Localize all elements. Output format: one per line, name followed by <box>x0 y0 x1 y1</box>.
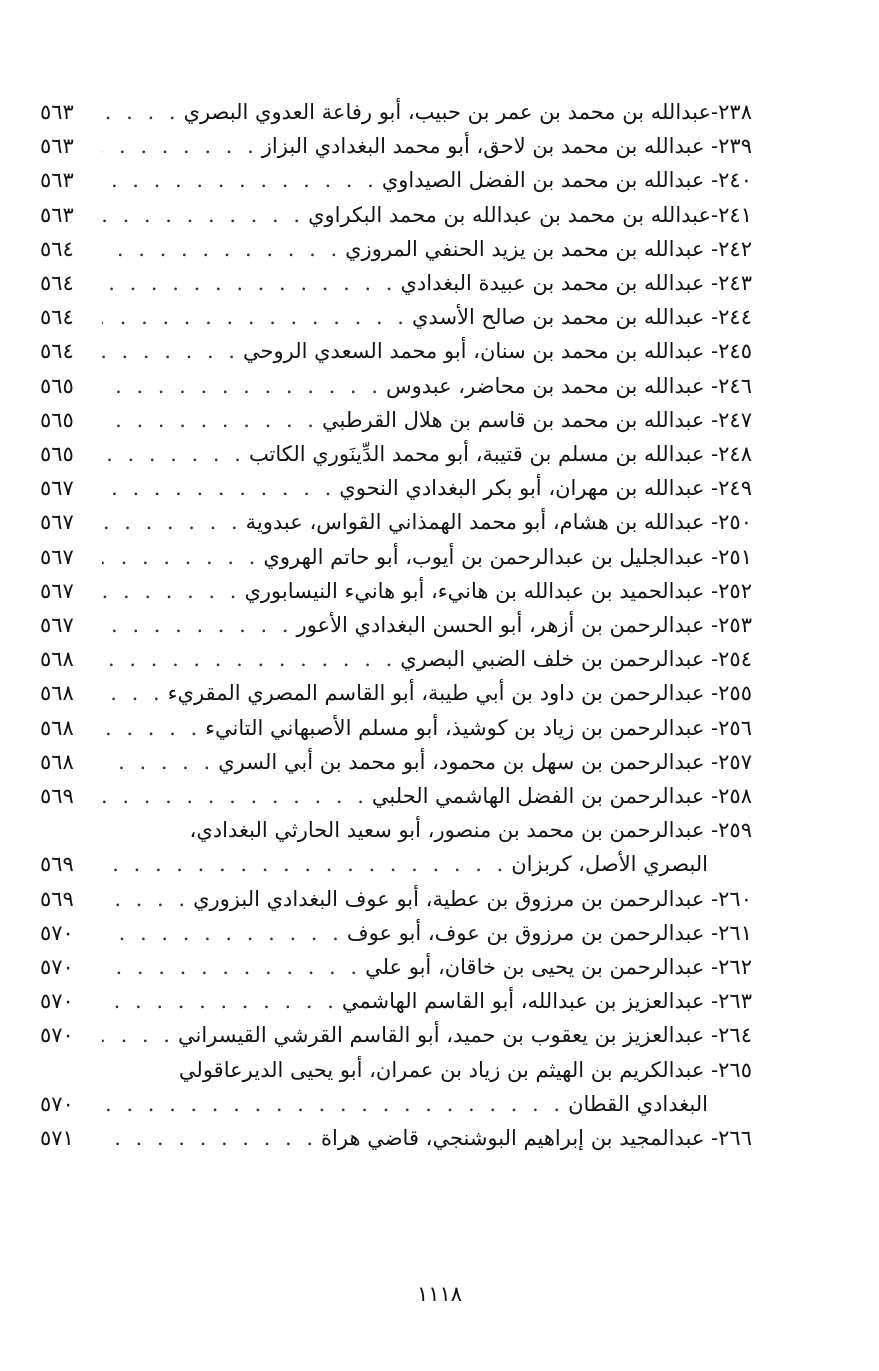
entry-title: ٢٣٨-عبدالله بن محمد بن عمر بن حبيب، أبو رفاعة العدوي البصري <box>183 100 752 124</box>
toc-entry <box>40 745 752 779</box>
toc-entry-line <box>40 711 752 745</box>
dot-leader <box>102 129 262 163</box>
dot-leader <box>102 163 382 197</box>
dot-leader <box>102 300 412 334</box>
toc-entry-line <box>40 984 752 1018</box>
entry-title: ٢٦٣- عبدالعزيز بن عبدالله، أبو القاسم الهاشمي <box>341 989 752 1014</box>
toc-entry-line <box>40 300 752 334</box>
toc-entry-line <box>40 745 752 779</box>
entry-page-number: ٥٦٨ <box>40 647 74 672</box>
entry-page-number: ٥٦٣ <box>40 202 74 227</box>
dot-leader <box>102 95 184 129</box>
entry-title: ٢٥٧- عبدالرحمن بن سهل بن محمود، أبو محمد بن أبي السري <box>218 749 752 774</box>
toc-entry <box>40 711 752 745</box>
entry-title: ٢٤٨- عبدالله بن مسلم بن قتيبة، أبو محمد الدِّينَوري الكاتب <box>248 442 752 467</box>
toc-entry <box>40 950 752 984</box>
entry-title: ٢٤٣- عبدالله بن محمد بن عبيدة البغدادي <box>400 271 752 296</box>
entry-page-number: ٥٧٠ <box>40 955 74 980</box>
dot-leader <box>102 266 400 300</box>
toc-entry-line <box>40 334 752 368</box>
toc-entry <box>40 403 752 437</box>
toc-entry <box>40 1018 752 1052</box>
entry-page-number: ٥٦٥ <box>40 373 74 398</box>
entry-title: ٢٤٩- عبدالله بن مهران، أبو بكر البغدادي النحوي <box>339 476 752 501</box>
entry-title: ٢٥٥- عبدالرحمن بن داود بن أبي طيبة، أبو القاسم المصري المقريء <box>167 681 752 706</box>
entry-title: البغدادي القطان <box>568 1091 708 1116</box>
toc-entry <box>40 882 752 916</box>
entry-page-number: ٥٦٣ <box>40 168 74 193</box>
entry-page-number: ٥٦٤ <box>40 339 74 364</box>
toc-entry <box>40 813 752 881</box>
toc-entry <box>40 916 752 950</box>
entry-title: ٢٦٥- عبدالكريم بن الهيثم بن زياد بن عمران، أبو يحيى الديرعاقولي <box>178 1057 752 1082</box>
toc-entry <box>40 676 752 710</box>
toc-entry <box>40 163 752 197</box>
entry-title: ٢٥٩- عبدالرحمن بن محمد بن منصور، أبو سعيد الحارثي البغدادي، <box>189 818 752 843</box>
entry-title: ٢٤٦- عبدالله بن محمد بن محاضر، عبدوس <box>385 373 752 398</box>
dot-leader <box>102 676 168 710</box>
toc-entry <box>40 984 752 1018</box>
toc-entry-line <box>40 540 752 574</box>
toc-entry <box>40 540 752 574</box>
toc-entry <box>40 471 752 505</box>
entry-title: ٢٥١- عبدالجليل بن عبدالرحمن بن أيوب، أبو حاتم الهروي <box>263 544 752 569</box>
entry-title: ٢٤٥- عبدالله بن محمد بن سنان، أبو محمد السعدي الروحي <box>242 339 752 364</box>
entry-page-number: ٥٦٣ <box>40 134 74 159</box>
toc-entry-line <box>40 471 752 505</box>
entry-title: ٢٦٢- عبدالرحمن بن يحيى بن خاقان، أبو علي <box>365 955 752 980</box>
toc-entry-line <box>40 574 752 608</box>
toc-entry <box>40 266 752 300</box>
toc-entry-line <box>40 950 752 984</box>
toc-entry <box>40 1121 752 1155</box>
entry-page-number: ٥٦٩ <box>40 784 74 809</box>
entry-page-number: ٥٦٧ <box>40 578 74 603</box>
toc-entry <box>40 369 752 403</box>
dot-leader <box>102 574 244 608</box>
entry-page-number: ٥٦٤ <box>40 236 74 261</box>
entry-page-number: ٥٧٠ <box>40 989 74 1014</box>
dot-leader <box>102 540 263 574</box>
toc-entry <box>40 505 752 539</box>
entry-title: ٢٥٠- عبدالله بن هشام، أبو محمد الهمذاني القواس، عبدوية <box>245 510 752 535</box>
entry-page-number: ٥٦٥ <box>40 442 74 467</box>
entry-title: ٢٤٠- عبدالله بن محمد بن الفضل الصيداوي <box>381 168 752 193</box>
table-of-contents <box>40 95 752 1155</box>
toc-entry-line <box>40 437 752 471</box>
toc-entry <box>40 608 752 642</box>
entry-page-number: ٥٦٨ <box>40 715 74 740</box>
page-number: ١١١٨ <box>416 1282 463 1306</box>
dot-leader <box>102 711 205 745</box>
entry-page-number: ٥٦٩ <box>40 852 74 877</box>
dot-leader <box>102 642 400 676</box>
toc-entry <box>40 198 752 232</box>
entry-title: ٢٦٦- عبدالمجيد بن إبراهيم البوشنجي، قاضي هراة <box>321 1126 752 1151</box>
dot-leader <box>102 505 246 539</box>
entry-title: ٢٥٤- عبدالرحمن بن خلف الضبي البصري <box>400 647 752 672</box>
entry-title: ٢٦٠- عبدالرحمن بن مرزوق بن عطية، أبو عوف البغدادي البزوري <box>193 886 752 911</box>
dot-leader <box>102 437 249 471</box>
toc-entry-line <box>40 232 752 266</box>
entry-page-number: ٥٦٣ <box>40 100 74 124</box>
dot-leader <box>102 882 193 916</box>
toc-entry <box>40 779 752 813</box>
dot-leader <box>102 916 347 950</box>
dot-leader <box>102 198 308 232</box>
dot-leader <box>102 1087 568 1121</box>
toc-entry-line <box>40 676 752 710</box>
entry-title: ٢٤١-عبدالله بن محمد بن عبدالله بن محمد البكراوي <box>308 202 752 227</box>
toc-entry-line <box>40 608 752 642</box>
entry-title: ٢٥٨- عبدالرحمن بن الفضل الهاشمي الحلبي <box>371 784 752 809</box>
toc-entry-line <box>40 163 752 197</box>
entry-title: ٢٣٩- عبدالله بن محمد بن لاحق، أبو محمد البغدادي البزاز <box>261 134 752 159</box>
toc-entry <box>40 437 752 471</box>
toc-entry <box>40 642 752 676</box>
entry-page-number: ٥٧٠ <box>40 920 74 945</box>
toc-entry-line <box>40 642 752 676</box>
dot-leader <box>102 1018 178 1052</box>
toc-entry-line <box>40 403 752 437</box>
entry-page-number: ٥٦٩ <box>40 886 74 911</box>
toc-entry-line <box>40 813 752 847</box>
toc-entry <box>40 95 752 129</box>
entry-page-number: ٥٦٤ <box>40 305 74 330</box>
toc-entry-line <box>40 916 752 950</box>
dot-leader <box>102 471 339 505</box>
dot-leader <box>102 403 322 437</box>
dot-leader <box>102 232 345 266</box>
entry-page-number: ٥٦٨ <box>40 749 74 774</box>
dot-leader <box>102 1121 321 1155</box>
entry-title: البصري الأصل، كربزان <box>511 852 708 877</box>
entry-page-number: ٥٧٠ <box>40 1023 74 1048</box>
entry-title: ٢٤٤- عبدالله بن محمد بن صالح الأسدي <box>411 305 752 330</box>
entry-page-number: ٥٧١ <box>40 1126 74 1151</box>
dot-leader <box>102 745 218 779</box>
toc-entry-line <box>40 1053 752 1087</box>
dot-leader <box>102 950 365 984</box>
entry-title: ٢٤٢- عبدالله بن محمد بن يزيد الحنفي المروزي <box>345 236 752 261</box>
entry-page-number: ٥٦٧ <box>40 613 74 638</box>
toc-entry-line <box>40 369 752 403</box>
dot-leader <box>102 608 297 642</box>
toc-entry-line <box>40 266 752 300</box>
entry-title: ٢٦١- عبدالرحمن بن مرزوق بن عوف، أبو عوف <box>346 920 752 945</box>
entry-page-number: ٥٦٥ <box>40 407 74 432</box>
toc-entry-line <box>40 1018 752 1052</box>
toc-entry-line <box>40 1087 752 1121</box>
entry-page-number: ٥٦٨ <box>40 681 74 706</box>
toc-entry-line <box>40 505 752 539</box>
dot-leader <box>102 847 511 881</box>
toc-entry <box>40 232 752 266</box>
entry-title: ٢٥٦- عبدالرحمن بن زياد بن كوشيذ، أبو مسلم الأصبهاني التانيء <box>205 715 752 740</box>
toc-entry <box>40 1053 752 1121</box>
entry-page-number: ٥٧٠ <box>40 1091 74 1116</box>
toc-entry-line <box>40 1121 752 1155</box>
toc-entry-line <box>40 847 752 881</box>
entry-title: ٢٥٣- عبدالرحمن بن أزهر، أبو الحسن البغدادي الأعور <box>296 613 752 638</box>
dot-leader <box>102 984 342 1018</box>
entry-page-number: ٥٦٧ <box>40 544 74 569</box>
toc-entry-line <box>40 129 752 163</box>
entry-page-number: ٥٦٤ <box>40 271 74 296</box>
entry-title: ٢٥٢- عبدالحميد بن عبدالله بن هانيء، أبو هانيء النيسابوري <box>244 578 752 603</box>
dot-leader <box>102 779 372 813</box>
entry-page-number: ٥٦٧ <box>40 476 74 501</box>
entry-title: ٢٦٤- عبدالعزيز بن يعقوب بن حميد، أبو القاسم القرشي القيسراني <box>177 1023 752 1048</box>
toc-entry-line <box>40 95 752 129</box>
entry-title: ٢٤٧- عبدالله بن محمد بن قاسم بن هلال القرطبي <box>321 407 752 432</box>
dot-leader <box>102 334 243 368</box>
toc-entry-line <box>40 198 752 232</box>
toc-entry-line <box>40 882 752 916</box>
toc-entry <box>40 129 752 163</box>
toc-entry <box>40 574 752 608</box>
toc-entry-line <box>40 779 752 813</box>
entry-page-number: ٥٦٧ <box>40 510 74 535</box>
toc-entry <box>40 334 752 368</box>
toc-entry <box>40 300 752 334</box>
dot-leader <box>102 369 386 403</box>
